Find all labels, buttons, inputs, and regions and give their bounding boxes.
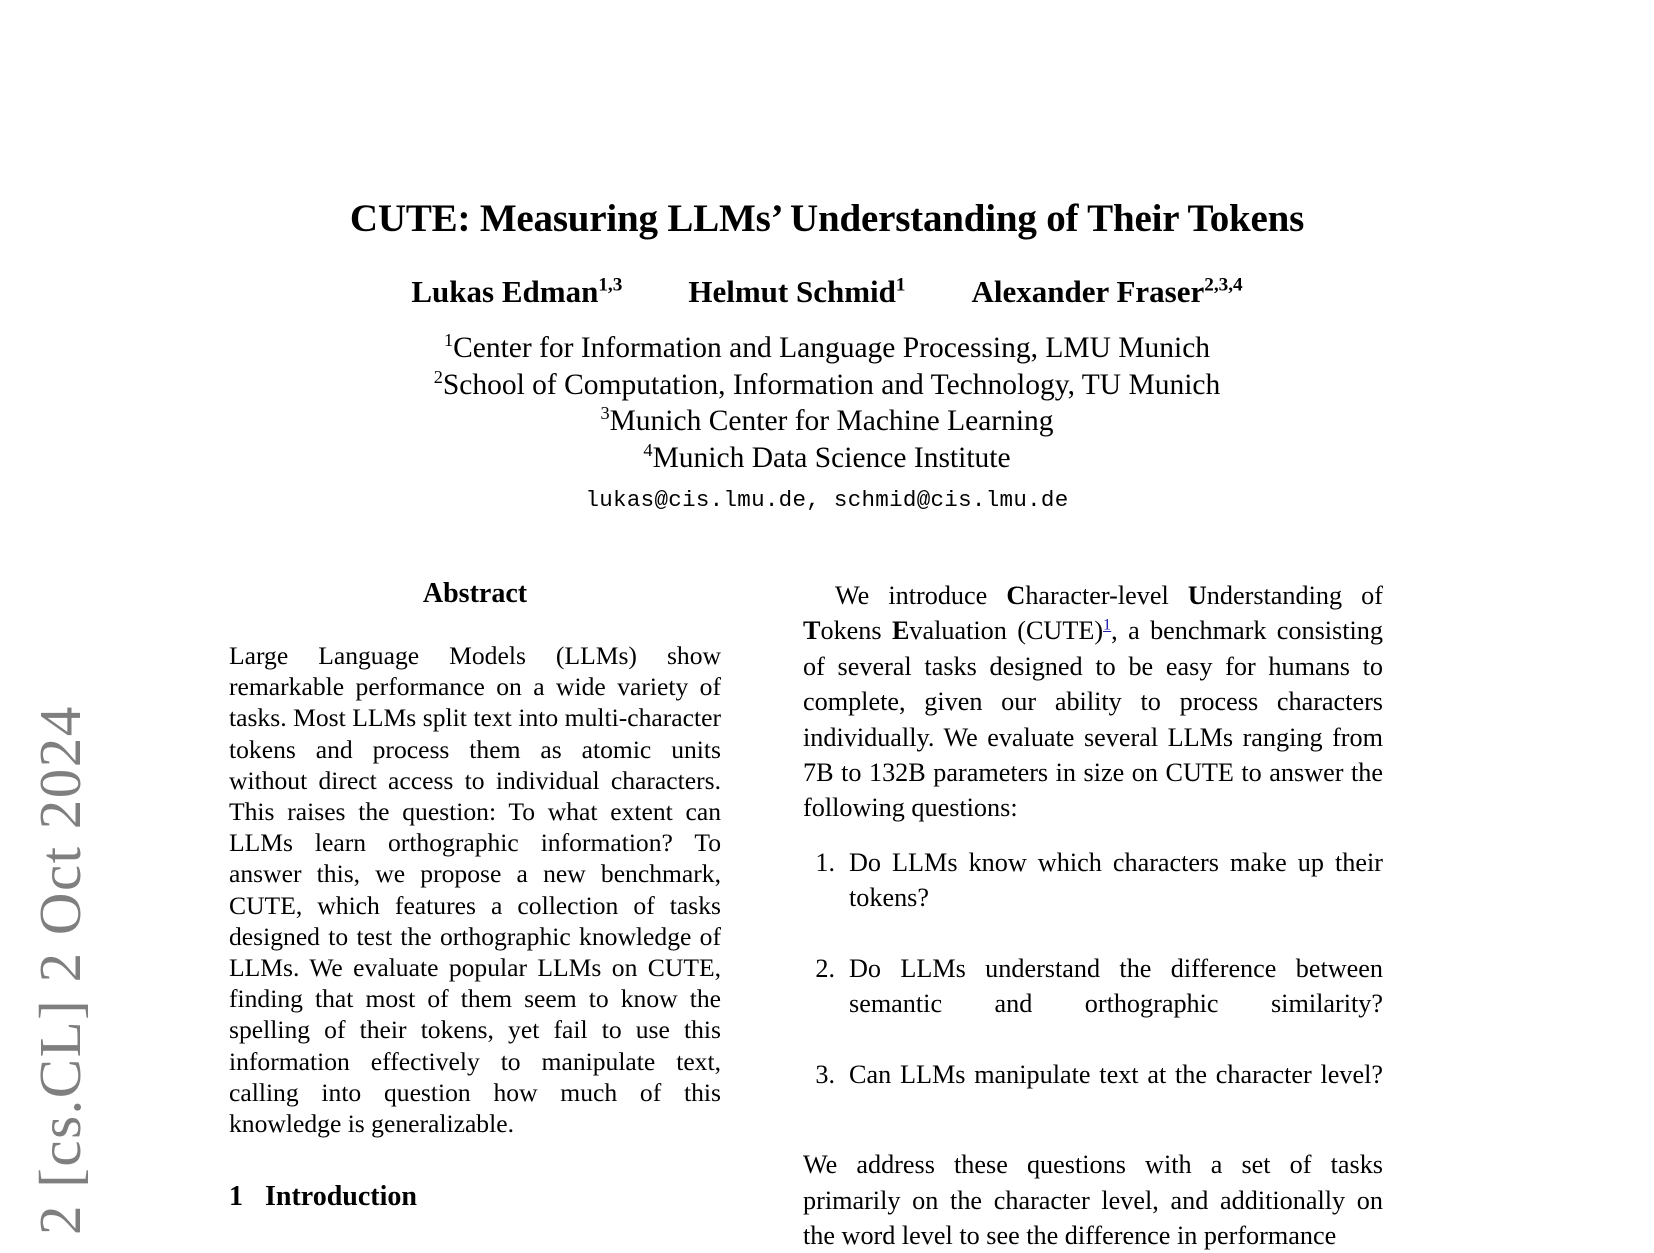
list-item <box>803 1057 1383 1128</box>
intro-paragraph <box>803 578 1383 826</box>
section-title: Introduction <box>265 1181 417 1213</box>
acronym-letter-u: U <box>1187 581 1207 610</box>
question-2-number: 2. <box>815 954 835 984</box>
author-3 <box>972 274 1243 310</box>
intro-seg-2: haracter-level <box>1025 581 1188 610</box>
question-3-number: 3. <box>815 1060 835 1090</box>
closing-paragraph: We address these questions with a set of tasks primarily on the character level, and additionally on the word level to see the difference in performance <box>803 1150 1383 1250</box>
affiliation-2-mark: 2 <box>433 366 443 387</box>
question-1-text: Do LLMs know which characters make up their tokens? <box>849 847 1383 913</box>
abstract-heading: Abstract <box>422 578 528 609</box>
footnote-reference-1[interactable]: 1 <box>1103 615 1112 634</box>
affiliation-4-mark: 4 <box>643 439 653 460</box>
affiliation-2-text: School of Computation, Information and Technology, TU Munich <box>442 368 1221 401</box>
intro-seg-6: , a benchmark consisting of several tasks designed to be easy for humans to complete, given our ability to process characters individually. We evaluate several LLMs ranging from 7B to 132B parameters in size on CUTE to answer the following questions: <box>803 616 1383 823</box>
intro-seg-3: nderstanding of <box>1206 581 1383 610</box>
author-1-name: Lukas Edman <box>411 274 599 309</box>
intro-seg-5: valuation (CUTE) <box>909 616 1104 646</box>
author-3-name: Alexander Fraser <box>971 274 1205 309</box>
intro-seg-1: We introduce <box>835 581 1007 610</box>
author-2-affil-marks: 1 <box>895 274 906 296</box>
intro-seg-4: okens <box>820 616 892 646</box>
affiliation-3-mark: 3 <box>600 403 610 424</box>
research-questions-list <box>803 845 1383 1128</box>
author-2-name: Helmut Schmid <box>688 274 896 309</box>
author-1-affil-marks: 1,3 <box>598 274 623 296</box>
section-heading-introduction <box>229 1181 721 1213</box>
abstract-text: Large Language Models (LLMs) show remarkable performance on a wide variety of tasks. Most LLMs split text into multi-character tokens and process them as atomic units without direct access to individual characters. This raises the question: To what extent can LLMs learn orthographic information? To answer this, we propose a new benchmark, CUTE, which features a collection of tasks designed to test the orthographic knowledge of LLMs. We evaluate popular LLMs on CUTE, finding that most of them seem to know the spelling of their tokens, yet fail to use this information effectively to manipulate text, calling into question how much of this knowledge is generalizable. <box>229 641 721 1139</box>
author-1 <box>411 274 622 310</box>
affiliation-3-text: Munich Center for Machine Learning <box>609 405 1054 437</box>
affiliation-2 <box>227 367 1427 404</box>
left-column <box>229 578 721 1213</box>
question-2-text: Do LLMs understand the difference between semantic and orthographic similarity? <box>849 954 1383 1019</box>
affiliation-4 <box>227 440 1427 477</box>
author-list <box>227 274 1427 310</box>
author-emails: lukas@cis.lmu.de, schmid@cis.lmu.de <box>585 487 1069 513</box>
list-item <box>803 951 1383 1057</box>
question-1-number: 1. <box>815 847 835 877</box>
page-title: CUTE: Measuring LLMs’ Understanding of Their Tokens <box>349 197 1305 240</box>
affiliation-3 <box>227 403 1427 440</box>
section-number: 1 <box>229 1181 243 1213</box>
acronym-letter-t: T <box>803 616 821 646</box>
affiliation-list <box>227 330 1427 476</box>
acronym-letter-c: C <box>1006 581 1026 610</box>
right-column <box>803 578 1383 1253</box>
author-2 <box>688 274 905 310</box>
affiliation-1 <box>227 330 1427 367</box>
acronym-letter-e: E <box>891 616 910 646</box>
author-3-affil-marks: 2,3,4 <box>1204 274 1243 296</box>
arxiv-stamp-text: 2 [cs.CL] 2 Oct 2024 <box>26 705 93 1235</box>
list-item <box>803 845 1383 951</box>
affiliation-1-text: Center for Information and Language Processing, LMU Munich <box>453 332 1211 364</box>
question-3-text: Can LLMs manipulate text at the character level? <box>849 1060 1383 1090</box>
affiliation-1-mark: 1 <box>443 330 454 351</box>
affiliation-4-text: Munich Data Science Institute <box>652 441 1011 474</box>
